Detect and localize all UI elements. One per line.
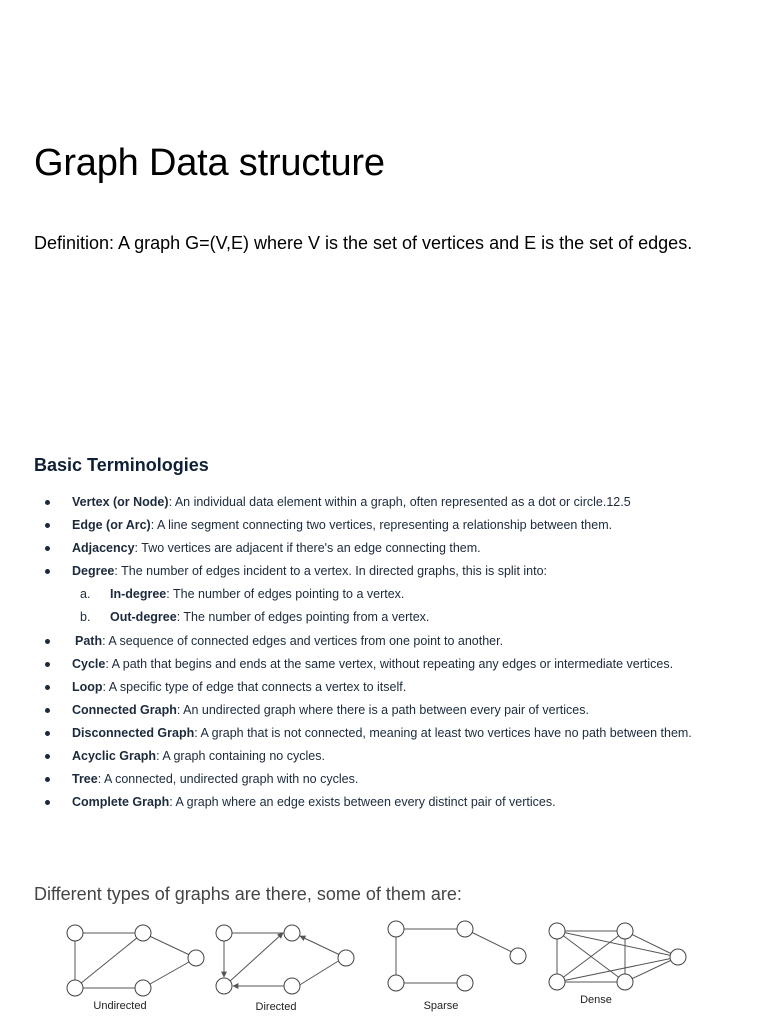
undirected-graph — [67, 925, 204, 1012]
term-name: Path — [75, 633, 103, 648]
list-marker: b. — [80, 610, 91, 625]
term-description: : A graph containing no cycles. — [156, 749, 325, 764]
term-name: In-degree — [110, 587, 167, 602]
basic-terminologies-heading: Basic Terminologies — [34, 455, 209, 475]
list-item — [34, 770, 692, 793]
list-item — [34, 678, 692, 701]
undirected-label: Undirected — [93, 1000, 147, 1012]
term-name: Edge (or Arc) — [72, 518, 151, 533]
term-description: : An undirected graph where there is a path between every pair of vertices. — [176, 702, 589, 717]
bullet-icon — [45, 523, 50, 528]
dense-graph — [549, 923, 686, 1006]
term-description: : A line segment connecting two vertices, representing a relationship between them. — [150, 518, 613, 533]
term-name: Degree — [72, 564, 115, 579]
bullet-icon — [45, 800, 50, 805]
graph-types-heading: Different types of graphs are there, some of them are: — [34, 884, 462, 904]
term-name: Vertex (or Node) — [72, 495, 169, 509]
term-description: : The number of edges incident to a vertex. In directed graphs, this is split into: — [114, 564, 548, 579]
term-name: Out-degree — [110, 610, 177, 625]
list-item — [34, 516, 692, 539]
term-name: Tree — [72, 772, 98, 787]
term-description: : A graph that is not connected, meaning at least two vertices have no path between them. — [194, 725, 692, 740]
term-description: : A specific type of edge that connects a vertex to itself. — [102, 679, 407, 694]
bullet-icon — [45, 500, 50, 505]
bullet-icon — [45, 754, 50, 759]
term-description: : The number of edges pointing to a vertex. — [166, 587, 405, 602]
term-name: Cycle — [72, 656, 106, 671]
bullet-icon — [45, 639, 50, 644]
directed-label: Directed — [255, 1001, 297, 1013]
bullet-icon — [45, 546, 50, 551]
list-item — [34, 747, 692, 770]
sparse-label: Sparse — [423, 1000, 459, 1012]
list-marker: a. — [80, 587, 91, 602]
term-description: : Two vertices are adjacent if there's an edge connecting them. — [134, 541, 481, 556]
list-item — [34, 793, 692, 816]
sub-list-item — [34, 585, 692, 608]
term-description: : The number of edges pointing from a vertex. — [176, 610, 430, 625]
bullet-icon — [45, 708, 50, 713]
list-item — [34, 655, 692, 678]
term-name: Acyclic Graph — [72, 749, 157, 764]
term-description: : A path that begins and ends at the same vertex, without repeating any edges or intermediate vertices. — [105, 656, 674, 671]
directed-graph — [216, 925, 354, 1013]
definition-text: Definition: A graph G=(V,E) where V is the set of vertices and E is the set of edges. — [34, 233, 693, 253]
bullet-icon — [45, 685, 50, 690]
term-description: : A graph where an edge exists between every distinct pair of vertices. — [169, 795, 556, 810]
bullet-icon — [45, 777, 50, 782]
page-title: Graph Data structure — [34, 142, 385, 184]
term-description: : A sequence of connected edges and vertices from one point to another. — [102, 633, 504, 648]
list-item — [34, 632, 692, 655]
term-description: : An individual data element within a graph, often represented as a dot or circle.12.5 — [168, 495, 631, 509]
bullet-icon — [45, 569, 50, 574]
list-item — [34, 562, 692, 585]
dense-label: Dense — [580, 994, 612, 1006]
list-item — [34, 493, 692, 516]
terminology-list — [34, 493, 692, 816]
term-name: Loop — [72, 679, 103, 694]
bullet-icon — [45, 731, 50, 736]
term-description: : A connected, undirected graph with no cycles. — [97, 772, 359, 787]
term-name: Adjacency — [72, 541, 135, 556]
list-item — [34, 724, 692, 747]
list-item — [34, 539, 692, 562]
sub-list-item — [34, 608, 692, 631]
graph-types-figure — [0, 910, 768, 1020]
term-name: Connected Graph — [72, 702, 177, 717]
term-name: Disconnected Graph — [72, 725, 195, 740]
term-name: Complete Graph — [72, 795, 170, 810]
bullet-icon — [45, 662, 50, 667]
sparse-graph — [388, 921, 526, 1012]
list-item — [34, 701, 692, 724]
